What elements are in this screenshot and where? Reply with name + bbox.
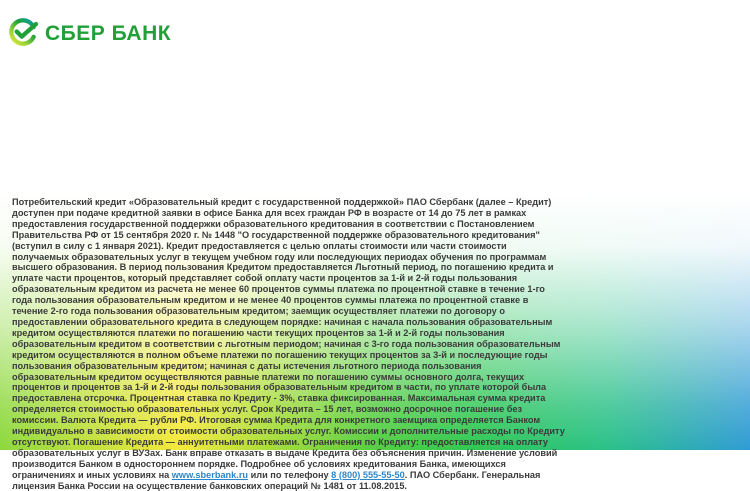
sber-checkmark-icon (8, 17, 38, 47)
disclaimer-text-main: Потребительский кредит «Образовательный кредит с государственной поддержкой» ПАО Сбербанк (далее – Кредит) доступен при подаче кредитной заявки в офисе Банка для всех граждан РФ в возрасте от 14 до 75 лет в рамках предоставления государственной поддержки образовательного кредитования в соответствии с Постановлением Правительства РФ от 15 сентября 2020 г. № 1448 "О государственной поддержке образовательного кредитования" (вступил в силу с 1 января 2021). Кредит предоставляется с целью оплаты стоимости или части стоимости получаемых образовательных услуг в текущем учебном году или последующих периодах обучения по программам высшего образования. В период пользования Кредитом предоставляется Льготный период, по погашению кредита и уплате части процентов, который представляет собой оплату части процентов за 1-й и 2-й годы пользования образовательным кредитом из расчета не менее 60 процентов суммы платежа по процентной ставке в течение 1-го года пользования образовательным кредитом и не менее 40 процентов суммы платежа по процентной ставке в течение 2-го года пользования образовательным кредитом; заемщик осуществляет платежи по договору о предоставлении образовательного кредита в следующем порядке: начиная с начала пользования образовательным кредитом осуществляются платежи по погашению части текущих процентов за 1-й и 2-й годы пользования образовательным кредитом в соответствии с льготным периодом; начиная с 3-го года пользования образовательным кредитом осуществляются в полном объеме платежи по погашению текущих процентов за 3-й и последующие годы пользования образовательным кредитом; начиная с даты истечения льготного периода пользования образовательным кредитом осуществляются равные платежи по погашению суммы основного долга, текущих процентов и процентов за 1-й и 2-й годы пользования образовательным кредитом в части, по уплате которой была предоставлена отсрочка. Процентная ставка по Кредиту - 3%, ставка фиксированная. Максимальная сумма кредита определяется стоимостью образовательных услуг. Срок Кредита – 15 лет, возможно досрочное погашение без комиссии. Валюта Кредита — рубли РФ. Итоговая сумма Кредита для конкретного заемщика определяется Банком индивидуально в зависимости от стоимости образовательных услуг. Комиссии и дополнительные расходы по Кредиту отсутствуют. Погашение Кредита — аннуитетными платежами. Ограничения по Кредиту: предоставляется на оплату образовательных услуг в ВУЗах. Банк вправе отказать в выдаче Кредита без объяснения причин. Изменение условий производится Банком в одностороннем порядке. Подробнее об условиях кредитования Банка, имеющихся ограничениях и иных условиях на (12, 197, 565, 480)
sberbank-logo (8, 17, 171, 47)
sberbank-site-link[interactable]: www.sberbank.ru (171, 469, 249, 480)
disclaimer-text-end: . ПАО Сбербанк. Генеральная лицензия Банка России на осуществление банковских операций № 1481 от 11.08.2015. (12, 469, 541, 491)
logo-wordmark: СБЕР БАНК (45, 21, 172, 45)
disclaimer-text-between: или по телефону (248, 469, 332, 480)
phone-number-link[interactable]: 8 (800) 555-55-50 (331, 469, 405, 480)
credit-terms-disclaimer (12, 197, 565, 491)
